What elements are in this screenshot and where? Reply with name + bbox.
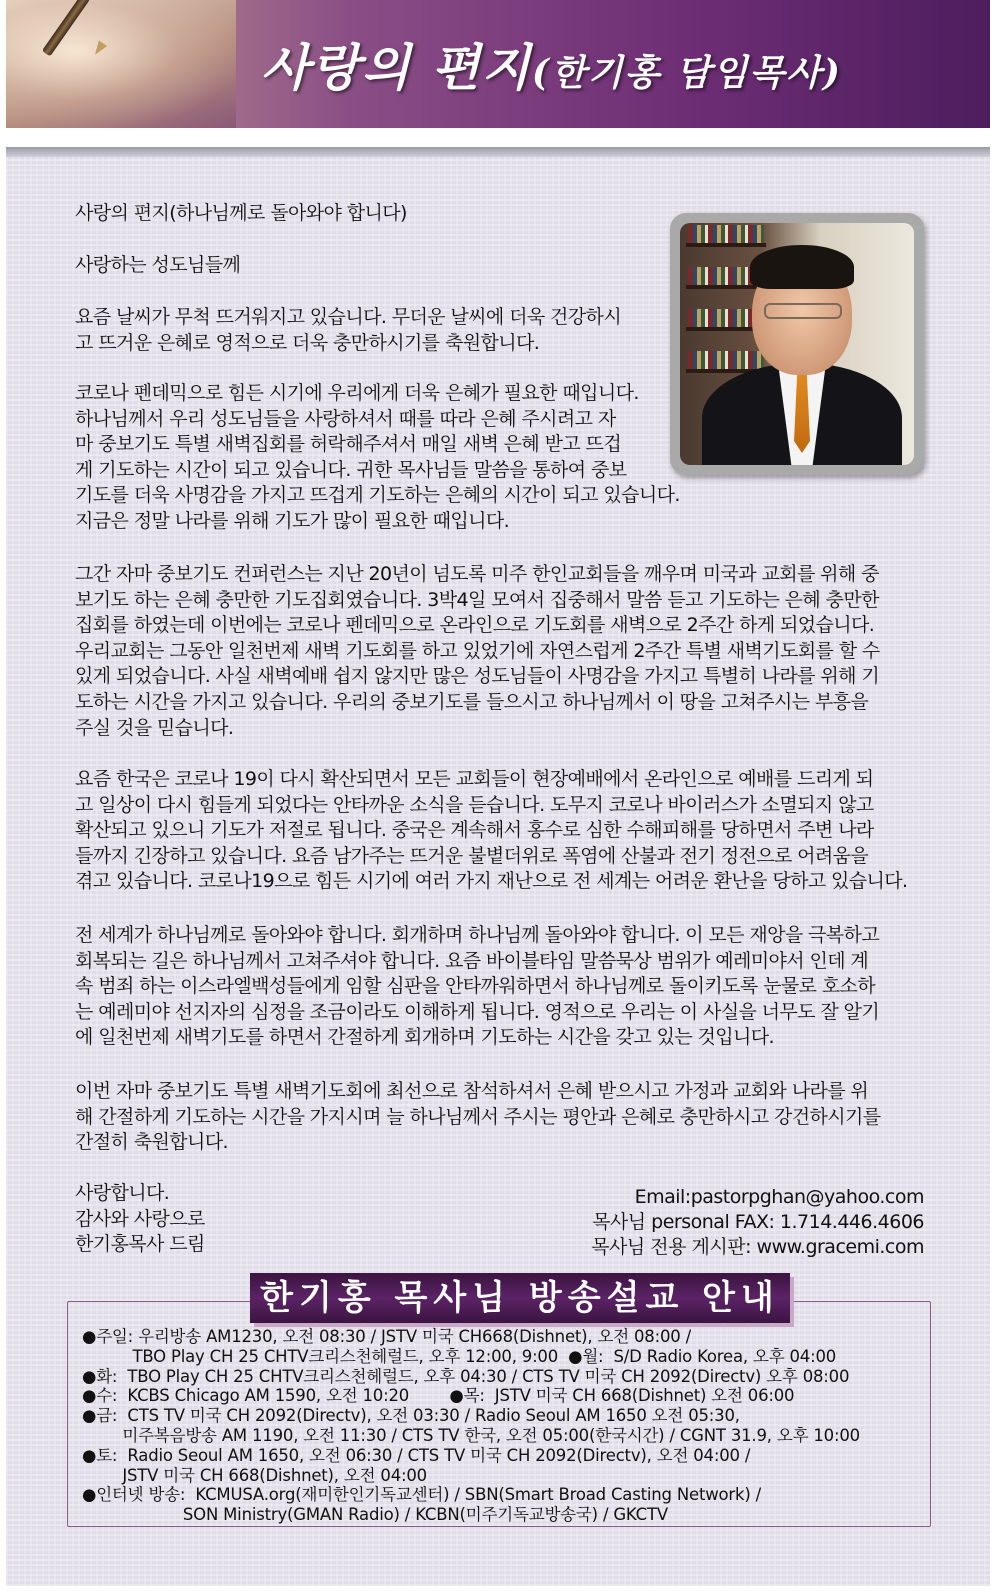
glasses	[764, 303, 842, 319]
schedule-line: ●금: CTS TV 미국 CH 2092(Directv), 오전 03:30 / Radio Seoul AM 1650 오전 05:30,	[82, 1406, 740, 1426]
signature: 한기홍목사 드림	[75, 1233, 205, 1256]
page-title	[261, 28, 842, 100]
letter-closing	[75, 1181, 205, 1258]
paragraph-line: 이번 자마 중보기도 특별 새벽기도회에 최선으로 참석하셔서 은혜 받으시고 가정과 교회와 나라를 위	[75, 1080, 869, 1102]
paragraph-1	[75, 305, 621, 356]
divider	[6, 147, 990, 157]
contact-info	[591, 1185, 924, 1260]
paragraph-line: 회복되는 길은 하나님께서 고쳐주셔야 합니다. 요즘 바이블타임 말씀묵상 범위가 예레미야서 인데 계	[75, 949, 869, 972]
paragraph-line: 있게 되었습니다. 사실 새벽예배 쉽지 않지만 많은 성도님들이 사명감을 가지고 특별히 나라를 위해 기	[75, 665, 880, 688]
paragraph-6	[75, 1079, 881, 1156]
schedule-line: ●주일: 우리방송 AM1230, 오전 08:30 / JSTV 미국 CH668(Dishnet), 오전 08:00 /	[82, 1327, 691, 1346]
paragraph-line: 해 간절하게 기도하는 시간을 가지시며 늘 하나님께서 주시는 평안과 은혜로 충만하시고 강건하시기를	[75, 1105, 881, 1128]
paragraph-line: 요즘 한국은 코로나 19이 다시 확산되면서 모든 교회들이 현장예배에서 온라인으로 예배를 드리게 되	[75, 768, 874, 790]
schedule-line: TBO Play CH 25 CHTV크리스천헤럴드, 오후 12:00, 9:00 ●월: S/D Radio Korea, 오후 04:00	[82, 1346, 837, 1366]
title-subtitle: (한기홍 담임목사)	[531, 52, 842, 94]
greeting-text: 사랑하는 성도님들께	[75, 254, 241, 276]
paragraph-line: 마 중보기도 특별 새벽집회를 허락해주셔서 매일 새벽 은혜 받고 뜨겁	[75, 433, 622, 456]
paragraph-line: 요즘 날씨가 무척 뜨거워지고 있습니다. 무더운 날씨에 더욱 건강하시	[75, 306, 622, 328]
pastor-photo	[670, 213, 924, 475]
paragraph-line: 전 세계가 하나님께로 돌아와야 합니다. 회개하며 하나님께 돌아와야 합니다. 이 모든 재앙을 극복하고	[75, 924, 880, 946]
paragraph-line: 고 일상이 다시 힘들게 되었다는 안타까운 소식을 듣습니다. 도무지 코로나 바이러스가 소멸되지 않고	[75, 793, 874, 816]
paragraph-line: 에 일천번제 새벽기도를 하면서 간절하게 회개하며 기도하는 시간을 갖고 있는 것입니다.	[75, 1026, 774, 1049]
schedule-line: ●수: KCBS Chicago AM 1590, 오전 10:20 ●목: JSTV 미국 CH 668(Dishnet) 오전 06:00	[82, 1386, 795, 1406]
pen-icon	[42, 0, 90, 57]
paragraph-5	[75, 923, 879, 1051]
letter-title	[75, 201, 407, 227]
broadcast-schedule	[82, 1327, 860, 1525]
paragraph-line: 하나님께서 우리 성도님들을 사랑하셔서 때를 따라 은혜 주시려고 자	[75, 407, 616, 430]
fax-number: 목사님 personal FAX: 1.714.446.4606	[592, 1211, 924, 1233]
paragraph-line: 그간 자마 중보기도 컨퍼런스는 지난 20년이 넘도록 미주 한인교회들을 깨우며 미국과 교회를 위해 중	[75, 563, 879, 585]
paragraph-line: 속 범죄 하는 이스라엘백성들에게 임할 심판을 안타까워하면서 하나님께로 돌이키도록 눈물로 호소하	[75, 975, 876, 998]
schedule-line: JSTV 미국 CH 668(Dishnet), 오전 04:00	[82, 1465, 427, 1485]
paragraph-line: 우리교회는 그동안 일천번제 새벽 기도회를 하고 있었기에 자연스럽게 2주간 특별 새벽기도회를 할 수	[75, 639, 880, 662]
paragraph-line: 도하는 시간을 가지고 있습니다. 우리의 중보기도를 들으시고 하나님께서 이 땅을 고쳐주시는 부흥을	[75, 690, 869, 713]
closing-line: 사랑합니다.	[75, 1182, 170, 1204]
paragraph-line: 간절히 축원합니다.	[75, 1131, 228, 1154]
books	[688, 351, 764, 369]
email-link[interactable]: Email:pastorpghan@yahoo.com	[634, 1186, 924, 1208]
paragraph-line: 주실 것을 믿습니다.	[75, 716, 234, 739]
letter-title-text: 사랑의 편지(하나님께로 돌아와야 합니다)	[75, 202, 407, 224]
title-text: 사랑의 편지	[261, 38, 532, 97]
paragraph-line: 기도를 더욱 사명감을 가지고 뜨겁게 기도하는 은혜의 시간이 되고 있습니다.	[75, 484, 680, 507]
letter-greeting	[75, 253, 240, 279]
schedule-line: ●화: TBO Play CH 25 CHTV크리스천헤럴드, 오후 04:30 / CTS TV 미국 CH 2092(Directv) 오후 08:00	[82, 1366, 850, 1386]
paragraph-line: 겪고 있습니다. 코로나19으로 힘든 시기에 여러 가지 재난으로 전 세계는 어려운 환난을 당하고 있습니다.	[75, 870, 908, 893]
books	[688, 225, 764, 243]
paragraph-line: 확산되고 있으니 기도가 저절로 됩니다. 중국은 계속해서 홍수로 심한 수해피해를 당하면서 주변 나라	[75, 819, 874, 842]
paragraph-line: 게 기도하는 시간이 되고 있습니다. 귀한 목사님들 말씀을 통하여 중보	[75, 458, 627, 481]
paragraph-line: 들까지 긴장하고 있습니다. 요즘 남가주는 뜨거운 불볕더위로 폭염에 산불과 전기 정전으로 어려움을	[75, 844, 869, 867]
paragraph-line: 지금은 정말 나라를 위해 기도가 많이 필요한 때입니다.	[75, 509, 510, 532]
paragraph-4	[75, 767, 908, 895]
paragraph-line: 집회를 하였는데 이번에는 코로나 펜데믹으로 온라인으로 기도회를 새벽으로 2주간 하게 되었습니다.	[75, 614, 875, 637]
paragraph-3	[75, 562, 880, 741]
pen-writing-image	[6, 0, 236, 128]
schedule-line: ●토: Radio Seoul AM 1650, 오전 06:30 / CTS TV 미국 CH 2092(Directv), 오전 04:00 /	[82, 1445, 751, 1465]
header-banner	[6, 0, 990, 128]
paragraph-line: 보기도 하는 은혜 충만한 기도집회였습니다. 3박4일 모여서 집중해서 말씀 듣고 기도하는 은혜 충만한	[75, 588, 879, 611]
photo-content	[680, 223, 914, 465]
paragraph-2	[75, 381, 680, 535]
board-link[interactable]: 목사님 전용 게시판: www.gracemi.com	[591, 1236, 924, 1258]
hair	[750, 245, 854, 289]
schedule-line: ●인터넷 방송: KCMUSA.org(재미한인기독교센터) / SBN(Smart Broad Casting Network) /	[82, 1485, 761, 1505]
closing-line: 감사와 사랑으로	[75, 1207, 205, 1230]
paragraph-line: 고 뜨거운 은혜로 영적으로 더욱 충만하시기를 축원합니다.	[75, 331, 540, 354]
broadcast-title: 한기홍 목사님 방송설교 안내	[250, 1273, 790, 1323]
bookshelf	[686, 243, 766, 247]
schedule-line: SON Ministry(GMAN Radio) / KCBN(미주기독교방송국) / GKCTV	[82, 1505, 668, 1525]
paragraph-line: 는 예레미야 선지자의 심정을 조금이라도 이해하게 됩니다. 영적으로 우리는 이 사실을 너무도 잘 알기	[75, 1000, 880, 1023]
pen-tip	[91, 40, 107, 57]
schedule-line: 미주복음방송 AM 1190, 오전 11:30 / CTS TV 한국, 오전 05:00(한국시간) / CGNT 31.9, 오후 10:00	[82, 1425, 860, 1445]
paragraph-line: 코로나 펜데믹으로 힘든 시기에 우리에게 더욱 은혜가 필요한 때입니다.	[75, 382, 639, 404]
